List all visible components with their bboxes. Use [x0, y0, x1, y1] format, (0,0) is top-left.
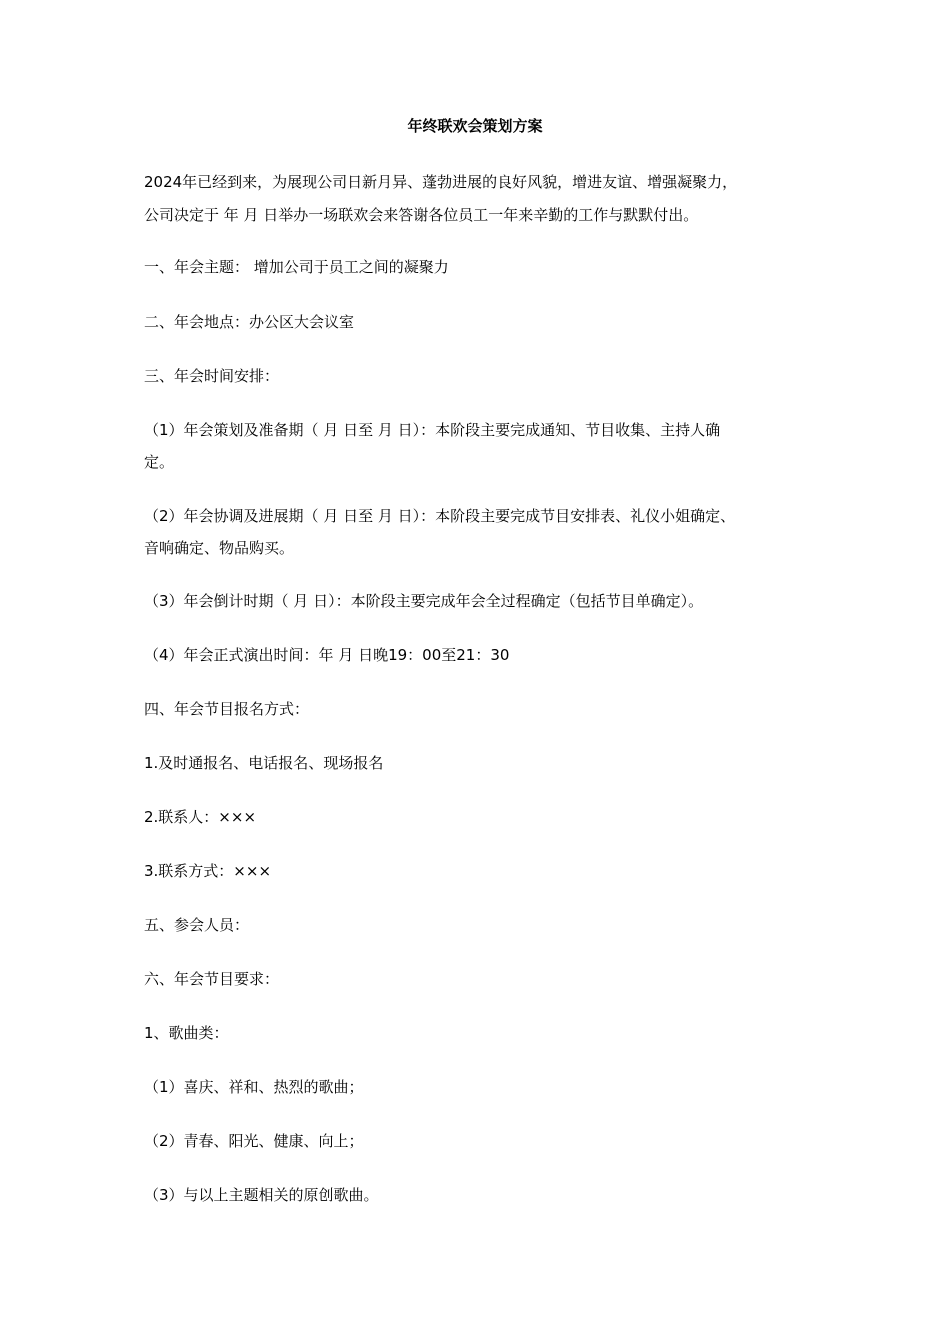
signup-item-1: 1.及时通报名、电话报名、现场报名: [144, 754, 384, 772]
schedule-item-3: （3）年会倒计时期（ 月 日）：本阶段主要完成年会全过程确定（包括节目单确定）。: [144, 592, 704, 610]
section-theme: 一、年会主题： 增加公司于员工之间的凝聚力: [144, 258, 449, 276]
signup-item-2: 2.联系人：×××: [144, 808, 257, 826]
section-venue: 二、年会地点：办公区大会议室: [144, 313, 355, 331]
songs-item-2: （2）青春、阳光、健康、向上；: [144, 1132, 364, 1150]
section-schedule-heading: 三、年会时间安排：: [144, 367, 280, 385]
schedule-item-1-line-2: 定。: [144, 453, 175, 471]
intro-line-1: 2024年已经到来，为展现公司日新月异、蓬勃进展的良好风貌，增进友谊、增强凝聚力，: [144, 173, 738, 191]
songs-item-1: （1）喜庆、祥和、热烈的歌曲；: [144, 1078, 364, 1096]
schedule-item-2-line-2: 音响确定、物品购买。: [144, 539, 295, 557]
intro-line-2: 公司决定于 年 月 日举办一场联欢会来答谢各位员工一年来辛勤的工作与默默付出。: [144, 206, 699, 224]
songs-item-3: （3）与以上主题相关的原创歌曲。: [144, 1186, 379, 1204]
signup-item-3: 3.联系方式：×××: [144, 862, 272, 880]
section-signup-heading: 四、年会节目报名方式：: [144, 700, 310, 718]
section-requirements-heading: 六、年会节目要求：: [144, 970, 280, 988]
schedule-item-2-line-1: （2）年会协调及进展期（ 月 日至 月 日）：本阶段主要完成节目安排表、礼仪小姐确定、: [144, 507, 736, 525]
schedule-item-4: （4）年会正式演出时间：年 月 日晚19：00至21：30: [144, 646, 510, 664]
section-attendees: 五、参会人员：: [144, 916, 250, 934]
songs-heading: 1、歌曲类：: [144, 1024, 229, 1042]
document-title: 年终联欢会策划方案: [407, 117, 543, 135]
schedule-item-1-line-1: （1）年会策划及准备期（ 月 日至 月 日）：本阶段主要完成通知、节目收集、主持人确: [144, 421, 721, 439]
